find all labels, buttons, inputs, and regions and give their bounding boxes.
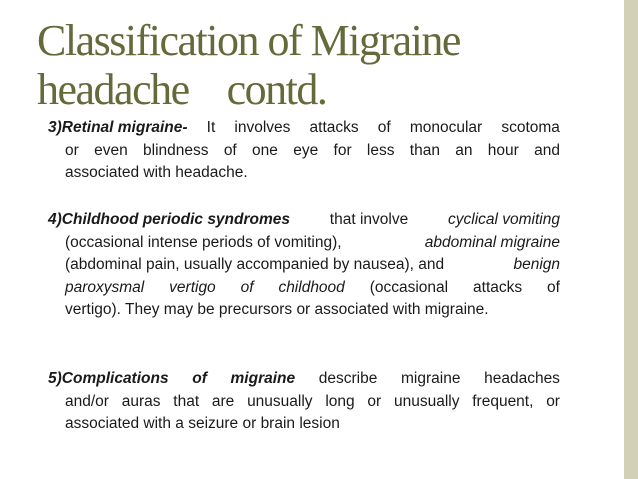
item-5-text: and/or auras that are unusually long or unusually frequent, or associated with a seizure or brain lesion (65, 392, 560, 432)
list-item-retinal-migraine (48, 117, 560, 185)
item-4-e2: abdominal migraine (424, 233, 560, 251)
item-4-t1: that involve (329, 211, 409, 228)
item-4-line-1 (48, 209, 560, 232)
title-line-2: headache contd. (37, 65, 327, 114)
item-3-term: Retinal migraine- (61, 119, 188, 136)
list-item-childhood-periodic-syndromes (48, 209, 560, 322)
item-5-number: 5) (48, 370, 62, 387)
slide-title (37, 16, 597, 114)
item-5-line-1: 5)Complications of migraine describe migraine headaches (48, 370, 560, 387)
item-4-body: (occasional intense periods of vomiting), abdominal migraine (abdominal pain, usually accompanied by nausea), and benign paroxysmal vertigo of childhood (occasional attacks of vertigo). They may be precursors or associated with migraine. (65, 233, 560, 318)
item-3-line-1: 3)Retinal migraine- It involves attacks of monocular scotoma (48, 119, 560, 136)
item-4-t2: (occasional intense periods of vomiting), (65, 233, 342, 251)
title-line-1: Classification of Migraine (37, 16, 460, 65)
item-4-t3: (abdominal pain, usually accompanied by nausea), and (65, 256, 445, 273)
item-3-number: 3) (48, 119, 62, 136)
decorative-side-bar (624, 0, 638, 479)
item-4-number: 4) (48, 211, 62, 228)
list-item-complications-of-migraine (48, 368, 560, 436)
item-4-term: Childhood periodic syndromes (61, 211, 291, 228)
item-4-e1: cyclical vomiting (448, 211, 560, 228)
item-3-text: or even blindness of one eye for less than an hour and associated with headache. (65, 141, 560, 181)
